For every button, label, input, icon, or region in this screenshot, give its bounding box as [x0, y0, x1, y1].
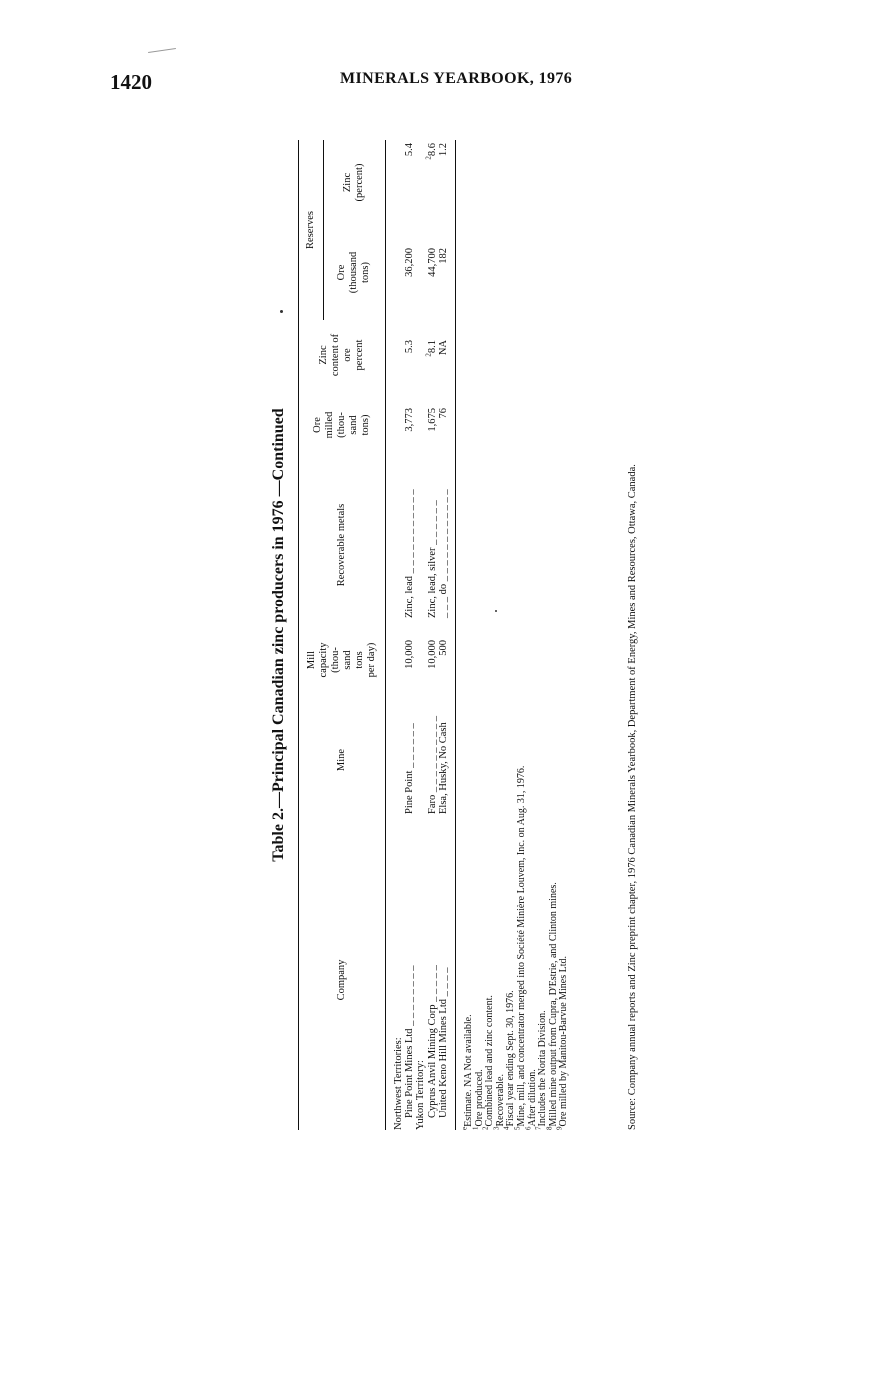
footnote-ref: 2	[424, 156, 433, 160]
footnote: $^3$Recoverable.	[492, 1074, 506, 1130]
region-label: Yukon Territory:	[415, 1060, 427, 1130]
zinc-content-value: 5.3	[404, 340, 416, 354]
metals-value: _ _ _ do _ _ _ _ _ _ _ _ _ _ _ _	[437, 489, 449, 618]
mine-name: Elsa, Husky, No Cash	[437, 722, 449, 814]
reserves-ore-column	[393, 248, 449, 320]
reserves-zinc-column	[393, 143, 449, 225]
mill-capacity-value: 10,000	[404, 640, 416, 669]
table-bottom-rule	[455, 140, 456, 1130]
footnote: $^8$Milled mine output from Cupra, D'Estrie, and Clinton mines.	[545, 882, 559, 1130]
mine-name: Pine Point _ _ _ _ _ _	[404, 723, 416, 814]
footnote: $^1$Ore produced.	[471, 1069, 485, 1130]
zinc-content-value: $^2$8.1	[424, 340, 438, 357]
table-top-rule	[298, 140, 299, 1130]
footnote: $^7$Includes the Norita Division.	[534, 1010, 549, 1130]
footnote: $^6$After dilution.	[524, 1069, 538, 1130]
company-name: Cyprus Anvil Mining Corp _ _ _ _ _	[426, 965, 438, 1118]
metals-value: Zinc, lead _ _ _ _ _ _ _ _ _ _ _	[404, 489, 416, 618]
header-recoverable-metals: Recoverable metals	[335, 503, 347, 587]
reserves-zinc-value: 1.2	[437, 143, 449, 157]
running-head: MINERALS YEARBOOK, 1976	[340, 70, 573, 87]
rotated-table-block	[268, 140, 658, 1130]
zinc-content-column	[393, 340, 449, 390]
header-reserves-ore: Ore (thousand tons)	[335, 251, 372, 294]
header-reserves: Reserves	[304, 211, 316, 249]
mine-name: Faro _ _ _ _ _ _ _ _ _ _	[426, 716, 438, 814]
reserves-ore-value: 44,700	[426, 248, 438, 277]
reserves-rule	[323, 140, 324, 320]
footnotes	[460, 430, 570, 1130]
zinc-content-value: NA	[437, 340, 449, 356]
region-label: Northwest Territories:	[393, 1037, 404, 1130]
reserves-zinc-value: 5.4	[404, 143, 416, 157]
header-mill-capacity: Mill capacity (thou- sand tons per day)	[305, 642, 378, 678]
reserves-ore-value: 182	[437, 248, 449, 264]
metals-column	[393, 458, 449, 618]
mill-capacity-value: 500	[437, 640, 449, 656]
header-bottom-rule	[385, 140, 386, 1130]
header-zinc-content: Zinc content of ore percent	[317, 333, 366, 377]
footnote-ref: 2	[424, 353, 433, 357]
company-column	[393, 830, 449, 1130]
source-note: Source: Company annual reports and Zinc preprint chapter, 1976 Canadian Minerals Yearbook, Department of Energy, Mines and Resources, Ottawa, Canada.	[627, 464, 638, 1130]
footnote: $^9$Ore milled by Manitou-Barvue Mines Ltd.	[556, 955, 570, 1130]
ore-milled-value: 76	[437, 408, 449, 419]
footnote: $^e$Estimate. NA Not available.	[460, 1014, 474, 1130]
footnote: $^4$Fiscal year ending Sept. 30, 1976.	[503, 990, 517, 1130]
reserves-zinc-value: $^2$8.6	[424, 143, 438, 160]
company-name: Pine Point Mines Ltd _ _ _ _ _ _ _ _	[404, 965, 416, 1118]
page-number: 1420	[110, 70, 152, 94]
footnote: $^5$Mine, mill, and concentrator merged into Société Minière Louvem, Inc. on Aug. 31, 1976.	[513, 765, 527, 1130]
reserves-ore-value: 36,200	[404, 248, 416, 277]
mill-capacity-value: 10,000	[426, 640, 438, 669]
ore-milled-column	[393, 408, 449, 460]
mine-column	[393, 684, 449, 814]
scan-artifact	[148, 48, 176, 53]
header-ore-milled: Ore milled (thou- sand tons)	[311, 411, 372, 439]
company-name: United Keno Hill Mines Ltd _ _ _ _	[437, 967, 449, 1118]
footnote: $^2$Combined lead and zinc content.	[481, 995, 496, 1130]
ore-milled-value: 3,773	[404, 408, 416, 432]
header-reserves-zinc: Zinc (percent)	[341, 163, 365, 202]
table-title: Table 2.—Principal Canadian zinc producers in 1976 —Continued	[270, 408, 287, 862]
mill-capacity-column	[393, 640, 449, 690]
header-mine: Mine	[335, 748, 347, 772]
header-company: Company	[335, 959, 347, 1001]
metals-value: Zinc, lead, silver _ _ _ _ _ _	[426, 500, 438, 618]
ore-milled-value: 1,675	[426, 408, 438, 432]
